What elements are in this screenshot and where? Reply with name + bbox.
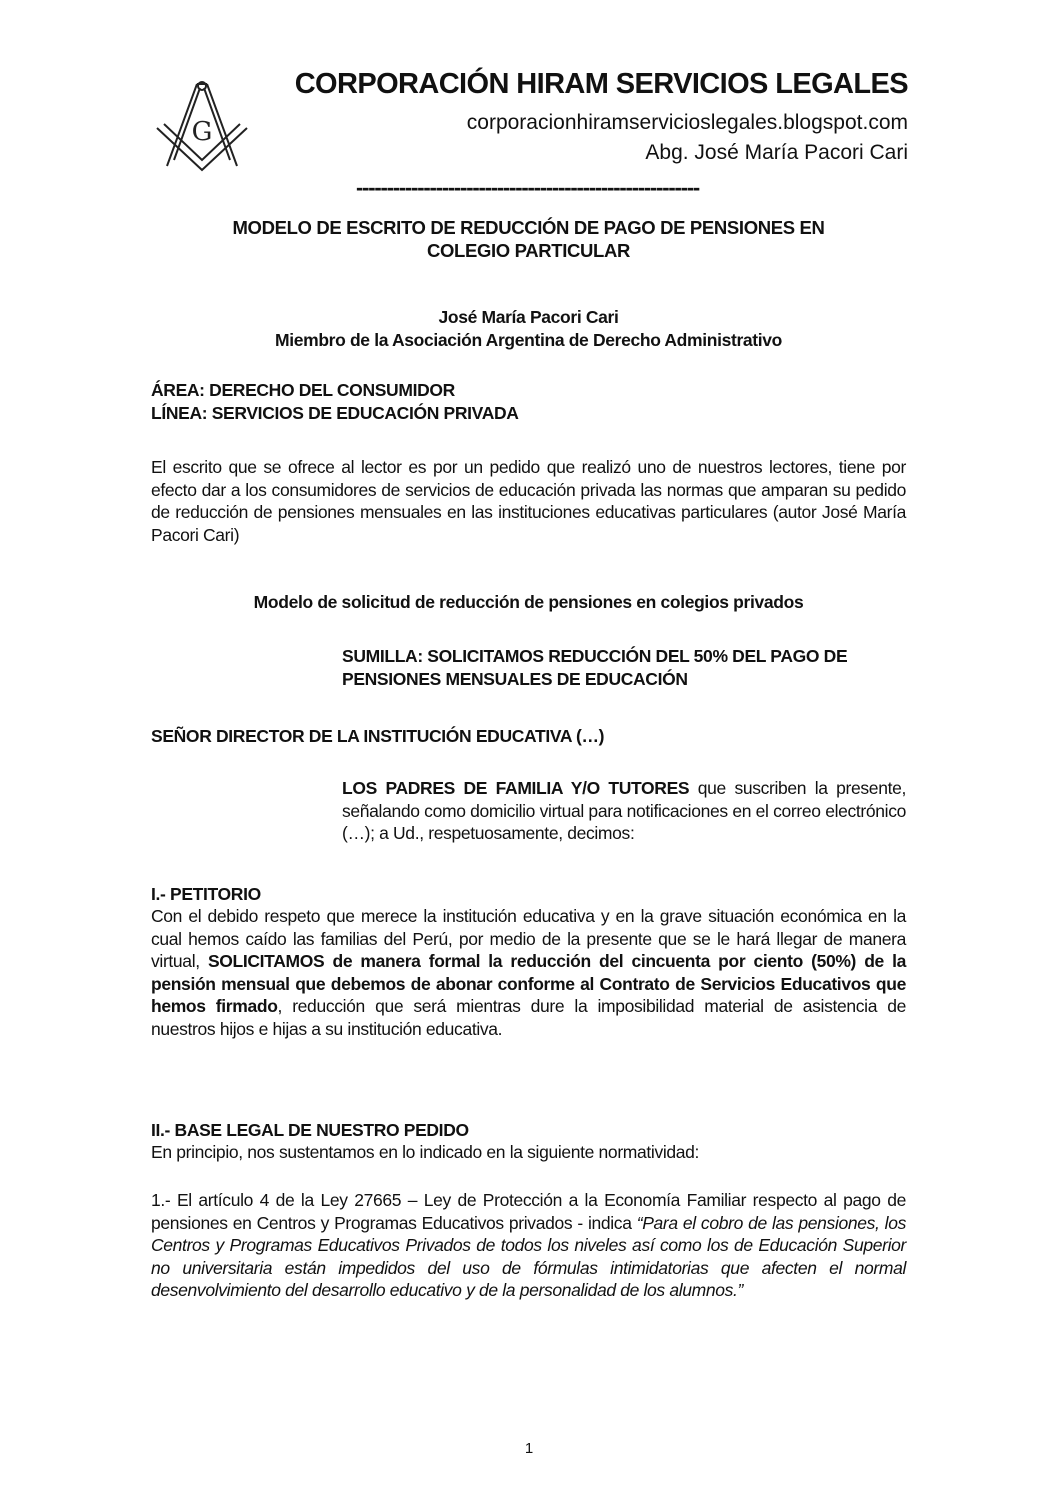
parties-bold: LOS PADRES DE FAMILIA Y/O TUTORES — [342, 778, 690, 798]
author-block — [151, 306, 906, 351]
website-url: corporacionhiramservicioslegales.blogspot.com — [466, 111, 908, 134]
parties-text: que suscriben la presente, señalando como domicilio virtual para notificaciones en el correo electrónico (…); a Ud., respetuosamente, decimos: — [342, 778, 906, 843]
title-line: MODELO DE ESCRITO DE REDUCCIÓN DE PAGO DE PENSIONES EN — [232, 217, 825, 238]
lawyer-name: Abg. José María Pacori Cari — [645, 141, 908, 164]
petition-text: , reducción que será mientras dure la imposibilidad material de asistencia de nuestros hijos e hijas a su institución educativa. — [151, 996, 906, 1039]
area-label: ÁREA: DERECHO DEL CONSUMIDOR — [151, 380, 455, 400]
legal-item-1 — [151, 1189, 906, 1302]
author-affiliation: Miembro de la Asociación Argentina de Derecho Administrativo — [274, 329, 783, 350]
section1-paragraph — [151, 905, 906, 1040]
parties-paragraph — [342, 777, 906, 845]
section2-intro: En principio, nos sustentamos en lo indicado en la siguiente normatividad: — [151, 1142, 700, 1162]
intro-paragraph: El escrito que se ofrece al lector es por un pedido que realizó uno de nuestros lectores, tiene por efecto dar a los consumidores de servicios de educación privada las normas que amparan su pedido de reducción de pensiones mensuales en las instituciones educativas particulares (autor José María Pacori Cari) — [151, 457, 906, 545]
classification — [151, 379, 906, 424]
addressee: SEÑOR DIRECTOR DE LA INSTITUCIÓN EDUCATIVA (…) — [151, 726, 605, 746]
petition-text: Con el debido respeto que merece la institución educativa y en la grave situación económica en la cual hemos caído las familias del Perú, por medio de la presente que se le hará llegar de manera virtual, — [151, 906, 906, 971]
svg-text:G: G — [191, 117, 213, 147]
linea-label: LÍNEA: SERVICIOS DE EDUCACIÓN PRIVADA — [151, 402, 519, 423]
author-name: José María Pacori Cari — [438, 307, 619, 327]
section1-heading: I.- PETITORIO — [151, 884, 261, 904]
section2-heading: II.- BASE LEGAL DE NUESTRO PEDIDO — [151, 1120, 469, 1140]
petition-bold: SOLICITAMOS de manera formal la reducción del cincuenta por ciento (50%) de la pensión mensual que debemos de abonar conforme al Contrato de Servicios Educativos que hemos firmado — [151, 951, 906, 1016]
organization-name: CORPORACIÓN HIRAM SERVICIOS LEGALES — [294, 68, 908, 100]
title-line: COLEGIO PARTICULAR — [426, 239, 631, 261]
model-title: Modelo de solicitud de reducción de pensiones en colegios privados — [253, 592, 804, 612]
masonic-square-compass-logo — [152, 80, 252, 172]
sumilla: SUMILLA: SOLICITAMOS REDUCCIÓN DEL 50% DEL PAGO DE PENSIONES MENSUALES DE EDUCACIÓN — [342, 646, 848, 689]
legal-item-quote: “Para el cobro de las pensiones, los Centros y Programas Educativos Privados de todos los niveles así como los de Educación Superior no universitaria están impedidos del uso de fórmulas intimidatorias que afecten el normal desenvolvimiento del desarrollo educativo y de la personalidad de los alumnos.” — [151, 1212, 906, 1300]
page-number: 1 — [524, 1440, 534, 1457]
document-title — [151, 217, 906, 262]
legal-item-text: 1.- El artículo 4 de la Ley 27665 – Ley de Protección a la Economía Familiar respecto al pago de pensiones en Centros y Programas Educativos privados - indica — [151, 1190, 906, 1233]
header-separator: -------------------------------------------------------- — [355, 175, 700, 200]
